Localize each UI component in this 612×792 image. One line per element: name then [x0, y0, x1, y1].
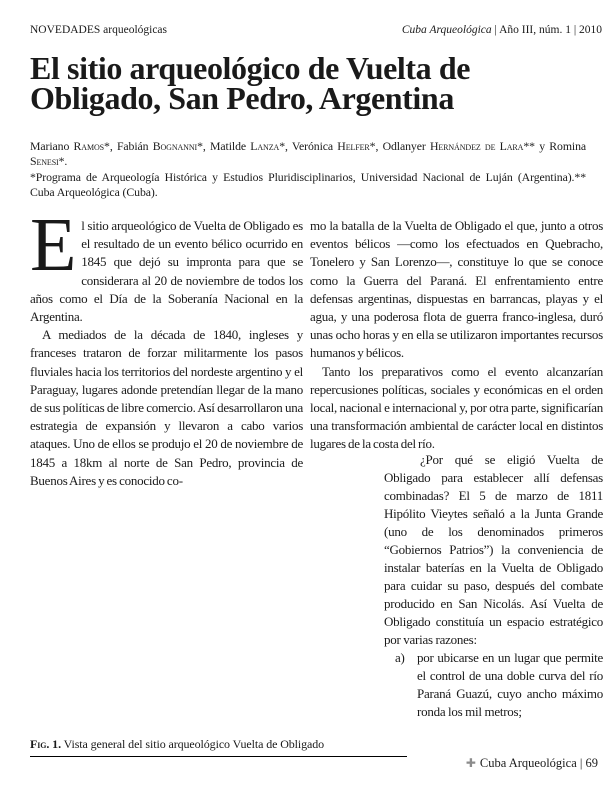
authors-line	[30, 139, 586, 170]
author-marker: *,	[369, 139, 383, 153]
author-given: Romina	[549, 139, 587, 153]
list-item-a-text: por ubicarse en un lugar que permite el control de una doble curva del río Paraná Guazú, cuyo ancho máximo ronda los mil metros;	[417, 650, 603, 719]
page-footer	[300, 756, 598, 771]
drop-cap: E	[30, 203, 77, 287]
journal-name: Cuba Arqueológica	[401, 24, 492, 36]
affiliation-line: *Programa de Arqueología Histórica y Estudios Pluridisciplinarios, Universidad Nacional de Luján (Argentina).** Cuba Arqueológica (Cuba).	[30, 169, 586, 200]
section-label: NOVEDADES arqueológicas	[30, 24, 168, 36]
footer-journal-page-number: Cuba Arqueológica | 69	[479, 756, 598, 770]
author-marker: *,	[279, 139, 292, 153]
running-header	[30, 24, 602, 36]
issue-info: | Año III, núm. 1 | 2010	[491, 24, 602, 36]
list-item-a	[384, 649, 603, 721]
authors-block	[30, 139, 586, 201]
body-right-column	[310, 217, 603, 454]
paragraph-4: Tanto los preparativos como el evento alcanzarían repercusiones políticas, sociales y económicas en el orden local, nacional e internacional y, por otra parte, significarían una transformación ambiental de carácter local en distintos lugares de la costa del río.	[310, 363, 603, 452]
author-surname: Senesi	[30, 154, 59, 169]
author-surname: Helfer	[337, 139, 370, 153]
author-given: Matilde	[210, 139, 251, 153]
author-given: Mariano	[30, 139, 74, 153]
journal-logo-icon: ✚	[465, 756, 476, 770]
list-item-a-label: a)	[395, 650, 405, 665]
figure-1-image-area	[30, 455, 375, 733]
author-surname: Bognanni	[152, 139, 198, 153]
article-title	[30, 50, 610, 116]
paragraph-3: mo la batalla de la Vuelta de Obligado el que, junto a otros eventos bélicos —como los efectuados en Quebracho, Tonelero y San Lorenzo—, constituye lo que se conoce como la Guerra del Paraná. El enfrentamiento entre defensas argentinas, dispuestas en barrancas, playas y el agua, y una poderosa flota de guerra franco-inglesa, duró unas ocho horas y en ella se utilizaron importantes recursos humanos y bélicos.	[310, 218, 603, 361]
paragraph-intro-text: l sitio arqueológico de Vuelta de Obligado es el resultado de un evento bélico ocurrido en 1845 que dejó su impronta para que se considerara al 20 de noviembre de todos los años como el Día de la Soberanía Nacional en la Argentina.	[30, 218, 303, 325]
paragraph-intro	[30, 203, 303, 326]
author-given: Odlanyer	[382, 139, 430, 153]
title-line-2: Obligado, San Pedro, Argentina	[30, 80, 454, 116]
title-line-1: El sitio arqueológico de Vuelta de	[30, 50, 471, 86]
paragraph-2: A mediados de la década de 1840, ingleses y franceses trataron de forzar militarmente los pasos fluviales hacia los territorios del nordeste argentino y el Paraguay, lugares adonde pretendían llegar de la mano de sus políticas de libre comercio. Así desarrollaron una estrategia de expansión y llevaron a cabo varios ataques. Uno de ellos se produjo el 20 de noviembre de 1845 a 18km al norte de San Pedro, provincia de Buenos Aires y es conocido co-	[30, 327, 303, 488]
author-marker: ** y	[523, 139, 550, 153]
paragraph-5: ¿Por qué se eligió Vuelta de Obligado para establecer allí defensas combinadas? El 5 de marzo de 1811 Hipólito Vieytes señaló a la Junta Grande (uno de los denominados primeros “Gobiernos Patrios”) la conveniencia de instalar baterías en la Vuelta de Obligado para cuidar su paso, después del combate producido en San Nicolás. Así Vuelta de Obligado constituía un espacio estratégico por varias razones:	[384, 452, 603, 647]
author-given: Verónica	[291, 139, 338, 153]
journal-issue-ref	[402, 24, 602, 36]
author-surname: Ramos	[73, 139, 105, 153]
figure-1-caption	[30, 737, 407, 757]
author-marker: *,	[104, 139, 117, 153]
author-surname: Hernández de Lara	[429, 139, 524, 153]
figure-caption-text: Vista general del sitio arqueológico Vuelta de Obligado	[60, 737, 325, 751]
author-marker: *.	[58, 154, 68, 169]
figure-caption-label: Fig. 1.	[30, 737, 61, 751]
author-surname: Lanza	[250, 139, 280, 153]
body-right-narrow-column	[384, 451, 603, 721]
author-marker: *,	[197, 139, 211, 153]
author-given: Fabián	[116, 139, 153, 153]
body-left-column	[30, 203, 303, 490]
